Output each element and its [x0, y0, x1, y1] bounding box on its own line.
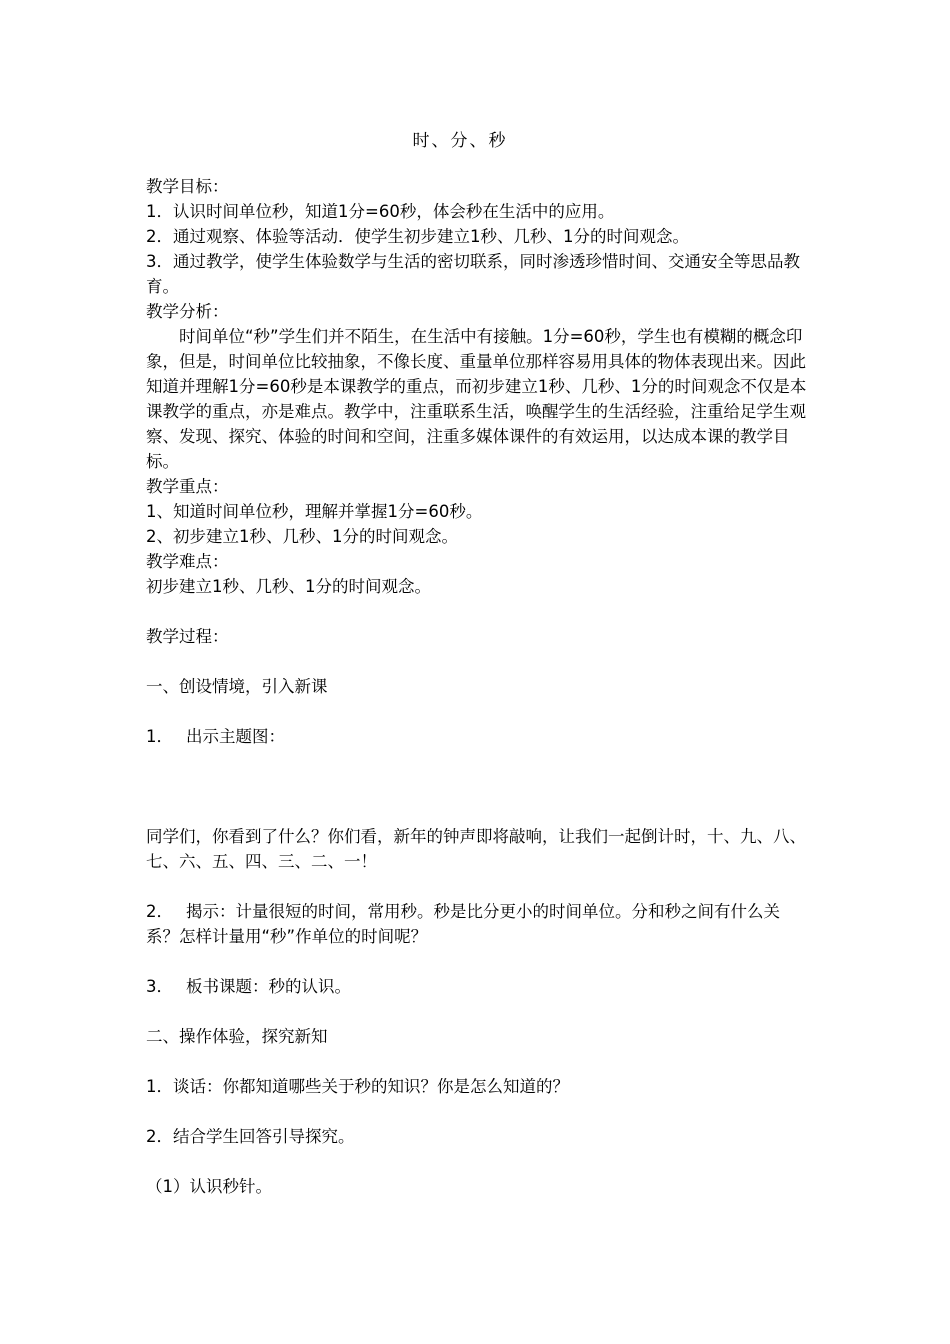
step1-number: 1．	[146, 727, 173, 746]
section1-heading: 一、创设情境，引入新课	[146, 677, 328, 696]
step3	[146, 974, 808, 999]
spacer	[146, 599, 808, 624]
step3-text: 板书课题：秒的认识。	[186, 977, 351, 996]
key-heading: 教学重点：	[146, 477, 229, 496]
spacer	[146, 999, 808, 1024]
step3-number: 3．	[146, 977, 173, 996]
step1-text: 出示主题图：	[186, 727, 285, 746]
guide-item: 2．结合学生回答引导探究。	[146, 1127, 355, 1146]
analysis-heading: 教学分析：	[146, 302, 229, 321]
goal-item-3: 3．通过教学，使学生体验数学与生活的密切联系，同时渗透珍惜时间、交通安全等思品教育。	[146, 252, 800, 296]
talk-item: 1．谈话：你都知道哪些关于秒的知识？你是怎么知道的？	[146, 1077, 569, 1096]
spacer	[146, 1049, 808, 1074]
spacer	[146, 699, 808, 724]
section2-heading: 二、操作体验，探究新知	[146, 1027, 328, 1046]
goal-item-2: 2．通过观察、体验等活动．使学生初步建立1秒、几秒、1分的时间观念。	[146, 227, 689, 246]
key-point-2: 2、初步建立1秒、几秒、1分的时间观念。	[146, 527, 458, 546]
analysis-paragraph: 时间单位“秒”学生们并不陌生，在生活中有接触。1分=60秒，学生也有模糊的概念印象，但是，时间单位比较抽象，不像长度、重量单位那样容易用具体的物体表现出来。因此知道并理解1分=60秒是本课教学的重点，而初步建立1秒、几秒、1分的时间观念不仅是本课教学的重点，亦是难点。教学中，注重联系生活，唤醒学生的生活经验，注重给足学生观察、发现、探究、体验的时间和空间，注重多媒体课件的有效运用，以达成本课的教学目标。	[146, 327, 807, 471]
spacer	[146, 1099, 808, 1124]
goal-item-1: 1．认识时间单位秒，知道1分=60秒，体会秒在生活中的应用。	[146, 202, 615, 221]
difficulty-text: 初步建立1秒、几秒、1分的时间观念。	[146, 577, 431, 596]
dialogue-paragraph: 同学们，你看到了什么？你们看，新年的钟声即将敲响，让我们一起倒计时，十、九、八、七、六、五、四、三、二、一！	[146, 827, 806, 871]
spacer	[146, 1149, 808, 1174]
difficulty-heading: 教学难点：	[146, 552, 229, 571]
step2-text: 揭示：计量很短的时间，常用秒。秒是比分更小的时间单位。分和秒之间有什么关系？怎样计量用“秒”作单位的时间呢？	[146, 902, 780, 946]
spacer	[146, 649, 808, 674]
sub-item-1: （1）认识秒针。	[146, 1177, 272, 1196]
step2-number: 2．	[146, 902, 173, 921]
key-point-1: 1、知道时间单位秒，理解并掌握1分=60秒。	[146, 502, 483, 521]
step2	[146, 899, 808, 949]
spacer	[146, 874, 808, 899]
document-title: 时、分、秒	[412, 131, 508, 151]
step1	[146, 724, 808, 749]
document-body	[146, 174, 808, 1199]
image-placeholder-space	[146, 749, 808, 824]
process-heading: 教学过程：	[146, 627, 229, 646]
goals-heading: 教学目标：	[146, 177, 229, 196]
spacer	[146, 949, 808, 974]
